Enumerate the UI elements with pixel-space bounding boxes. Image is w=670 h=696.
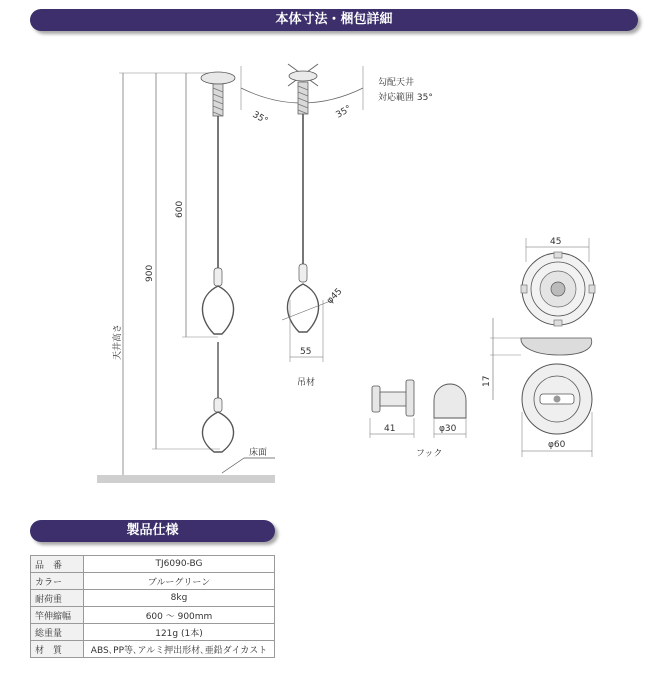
spec-key: 耐荷重 [31,590,84,607]
hook-side-view [372,386,380,412]
hanger-hook-upper [202,286,233,334]
dimensions-section-header [30,9,638,31]
table-row [31,590,275,607]
angle-left-label: 35° [250,109,270,127]
base-side-view [521,338,592,355]
spec-table [30,555,275,658]
dim-600-label: 600 [175,200,185,218]
spec-value: TJ6090-BG [84,556,275,573]
specs-section-header [30,520,275,542]
hook-front-view [434,384,466,418]
phi45-label: φ45 [325,286,345,307]
table-row [31,624,275,641]
table-row [31,607,275,624]
table-row [31,641,275,658]
dim-900-label: 900 [145,264,155,282]
dim-41-label: 41 [384,424,396,434]
angle-right-label: 35° [334,103,354,121]
ceiling-height-label: 天井高さ [113,323,123,360]
dimensions-section-title: 本体寸法・梱包詳細 [275,12,393,27]
dimension-diagram [0,38,670,488]
spec-key: カラー [31,573,84,590]
hook-caption: フック [416,449,443,459]
floor-leader [222,458,244,473]
ceiling-mount-base [201,72,235,84]
phi60-label: φ60 [548,440,566,450]
angle-note-line1: 勾配天井 [378,78,415,88]
specs-section-title: 製品仕様 [126,523,179,538]
spec-value: ブルーグリーン [84,573,275,590]
table-row [31,556,275,573]
spec-value: 600 ～ 900mm [84,607,275,624]
floor-label: 床面 [249,448,268,458]
spec-value: ABS､PP等､アルミ押出形材､亜鉛ダイカスト [84,641,275,658]
tilt-mount-base [289,71,317,81]
spec-key: 総重量 [31,624,84,641]
spec-value: 8kg [84,590,275,607]
hanger-hook [287,284,318,332]
spec-key: 品 番 [31,556,84,573]
hanger-caption: 吊材 [297,378,316,388]
dim-45-label: 45 [550,237,562,247]
phi30-label: φ30 [439,424,457,434]
floor-surface [97,475,275,483]
hanger-hook-lower [202,412,233,452]
dim-17-label: 17 [482,375,492,387]
angle-note-line2: 対応範囲 35° [378,93,433,103]
dim-55-label: 55 [300,347,312,357]
table-row [31,573,275,590]
spec-key: 材 質 [31,641,84,658]
spec-value: 121g (1本) [84,624,275,641]
spec-key: 竿伸縮幅 [31,607,84,624]
